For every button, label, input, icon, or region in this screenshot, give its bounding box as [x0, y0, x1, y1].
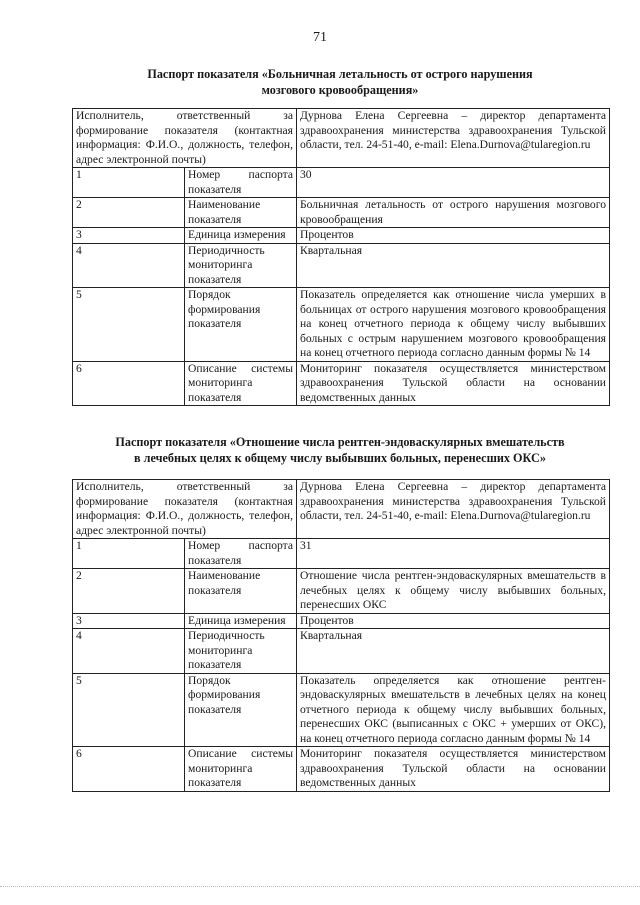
row-label: Описание системы мониторинга показателя — [185, 361, 297, 406]
row-number: 4 — [73, 243, 185, 288]
passport-table — [72, 108, 610, 406]
row-label: Номер паспорта показателя — [185, 168, 297, 198]
section-title-line: Паспорт показателя «Отношение числа рентген-эндоваскулярных вмешательств — [115, 435, 565, 449]
row-label: Порядок формирования показателя — [185, 288, 297, 362]
table-row — [73, 673, 610, 747]
row-number: 5 — [73, 288, 185, 362]
section-title — [70, 66, 610, 98]
table-row — [73, 747, 610, 792]
row-label: Единица измерения — [185, 228, 297, 244]
table-row — [73, 168, 610, 198]
scan-edge-divider — [0, 886, 640, 889]
row-value: Показатель определяется как отношение рентген-эндоваскулярных вмешательств в лечебных целях на конец отчетного периода к общему числу выбывших больных, перенесших ОКС (выписанных с ОКС + умерших от ОКС), на конец отчетного периода согласно данным формы № 14 — [297, 673, 610, 747]
row-value: Квартальная — [297, 243, 610, 288]
table-row — [73, 613, 610, 629]
row-number: 6 — [73, 361, 185, 406]
row-label: Единица измерения — [185, 613, 297, 629]
table-row — [73, 198, 610, 228]
executor-label: Исполнитель, ответственный за формирование показателя (контактная информация: Ф.И.О., должность, телефон, адрес электронной почты) — [73, 109, 297, 168]
section-title-line: мозгового кровообращения» — [261, 83, 419, 97]
row-number: 4 — [73, 629, 185, 674]
table-row — [73, 629, 610, 674]
row-value: Мониторинг показателя осуществляется министерством здравоохранения Тульской области на основании ведомственных данных — [297, 747, 610, 792]
row-value: Больничная летальность от острого нарушения мозгового кровообращения — [297, 198, 610, 228]
table-row — [73, 243, 610, 288]
row-value: Отношение числа рентген-эндоваскулярных вмешательств в лечебных целях к общему числу выбывших больных, перенесших ОКС — [297, 569, 610, 614]
row-value: 31 — [297, 539, 610, 569]
table-row — [73, 361, 610, 406]
row-number: 3 — [73, 228, 185, 244]
executor-label: Исполнитель, ответственный за формирование показателя (контактная информация: Ф.И.О., должность, телефон, адрес электронной почты) — [73, 480, 297, 539]
row-number: 3 — [73, 613, 185, 629]
executor-value: Дурнова Елена Сергеевна – директор департамента здравоохранения министерства здравоохранения Тульской области, тел. 24-51-40, e-mail: Elena.Durnova@tularegion.ru — [297, 480, 610, 539]
row-value: 30 — [297, 168, 610, 198]
executor-row — [73, 480, 610, 539]
row-label: Номер паспорта показателя — [185, 539, 297, 569]
row-label: Периодичность мониторинга показателя — [185, 629, 297, 674]
row-value: Процентов — [297, 613, 610, 629]
row-number: 2 — [73, 569, 185, 614]
row-label: Порядок формирования показателя — [185, 673, 297, 747]
row-number: 1 — [73, 539, 185, 569]
table-row — [73, 288, 610, 362]
row-value: Квартальная — [297, 629, 610, 674]
row-number: 2 — [73, 198, 185, 228]
section-title — [70, 434, 610, 466]
page-number: 71 — [313, 30, 327, 45]
row-number: 6 — [73, 747, 185, 792]
executor-row — [73, 109, 610, 168]
executor-value: Дурнова Елена Сергеевна – директор департамента здравоохранения министерства здравоохранения Тульской области, тел. 24-51-40, e-mail: Elena.Durnova@tularegion.ru — [297, 109, 610, 168]
table-row — [73, 228, 610, 244]
row-value: Мониторинг показателя осуществляется министерством здравоохранения Тульской области на основании ведомственных данных — [297, 361, 610, 406]
row-label: Наименование показателя — [185, 569, 297, 614]
row-number: 5 — [73, 673, 185, 747]
section-title-line: в лечебных целях к общему числу выбывших больных, перенесших ОКС» — [134, 451, 546, 465]
row-label: Наименование показателя — [185, 198, 297, 228]
row-number: 1 — [73, 168, 185, 198]
passport-table — [72, 479, 610, 792]
table-row — [73, 539, 610, 569]
row-value: Показатель определяется как отношение числа умерших в больницах от острого нарушения мозгового кровообращения на конец отчетного периода к общему числу выбывших больных с острым нарушением мозгового кровообращения на конец отчетного периода согласно данным формы № 14 — [297, 288, 610, 362]
section-title-line: Паспорт показателя «Больничная летальность от острого нарушения — [147, 67, 533, 81]
row-label: Периодичность мониторинга показателя — [185, 243, 297, 288]
row-label: Описание системы мониторинга показателя — [185, 747, 297, 792]
table-row — [73, 569, 610, 614]
row-value: Процентов — [297, 228, 610, 244]
